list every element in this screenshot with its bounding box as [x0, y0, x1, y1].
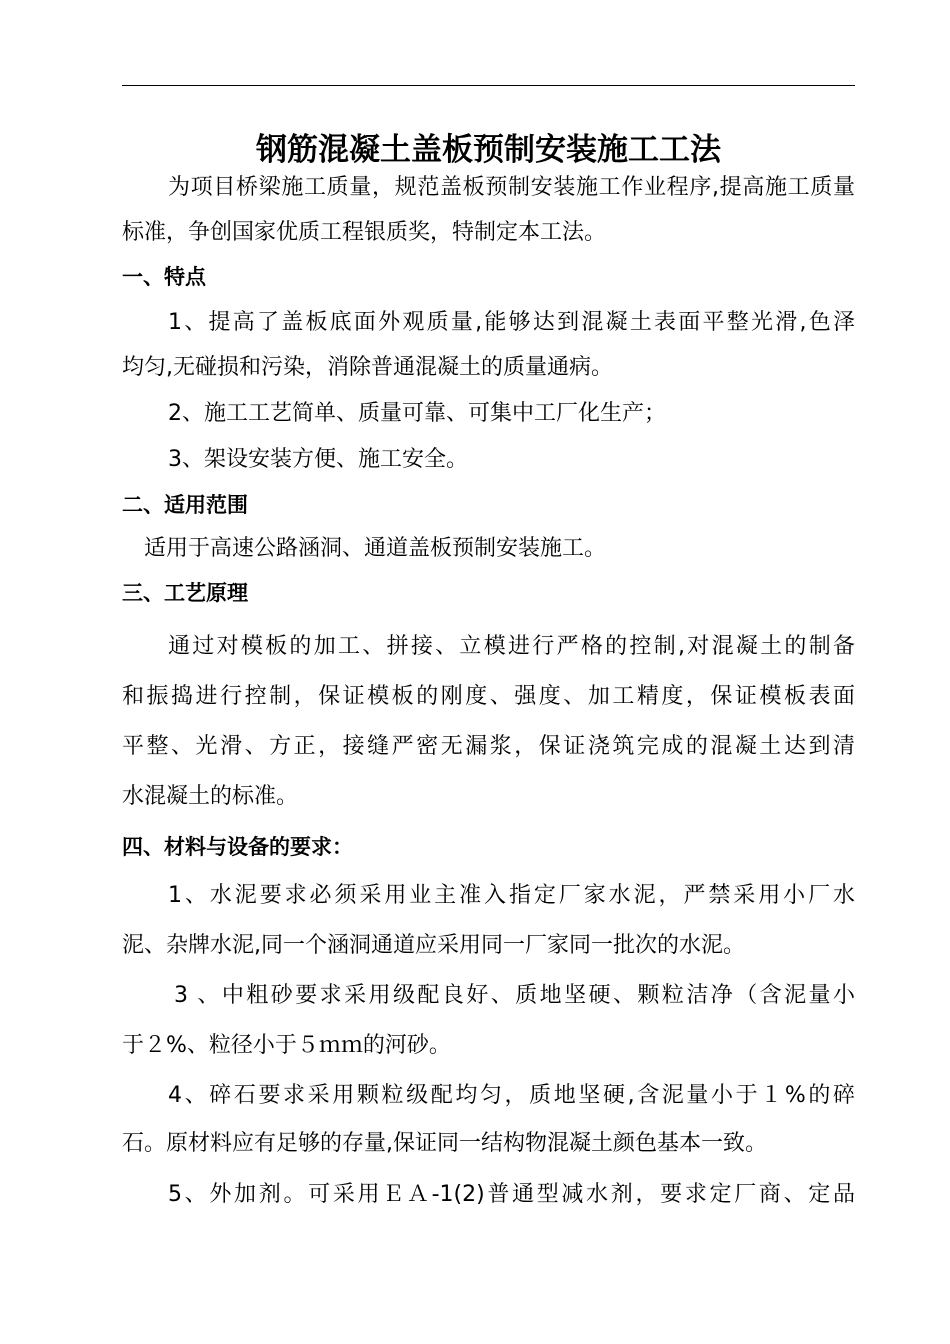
principle-line-1: 通过对模板的加工、拼接、立模进行严格的控制,对混凝土的制备	[168, 634, 855, 659]
header-rule	[122, 85, 855, 86]
materials-line-1: 1、水泥要求必须采用业主准入指定厂家水泥，严禁采用小厂水	[168, 883, 855, 908]
section-heading-materials: 四、材料与设备的要求：	[122, 835, 353, 859]
principle-line-2: 和振捣进行控制，保证模板的刚度、强度、加工精度，保证模板表面	[122, 684, 855, 709]
materials-line-3: 3 、中粗砂要求采用级配良好、质地坚硬、颗粒洁净（含泥量小	[174, 983, 855, 1008]
features-line-1: 1、提高了盖板底面外观质量,能够达到混凝土表面平整光滑,色泽	[168, 310, 855, 335]
features-line-2: 均匀,无碰损和污染，消除普通混凝土的质量通病。	[122, 355, 613, 380]
features-line-3: 2、施工工艺简单、质量可靠、可集中工厂化生产；	[168, 401, 666, 426]
section-heading-principle: 三、工艺原理	[122, 581, 248, 605]
section-heading-features: 一、特点	[122, 265, 206, 289]
scope-line-1: 适用于高速公路涵洞、通道盖板预制安装施工。	[144, 536, 607, 561]
materials-line-4: 于２%、粒径小于５ｍｍ的河砂。	[122, 1033, 451, 1058]
materials-line-6: 石。原材料应有足够的存量,保证同一结构物混凝土颜色基本一致。	[122, 1131, 767, 1156]
materials-line-2: 泥、杂牌水泥,同一个涵洞通道应采用同一厂家同一批次的水泥。	[122, 933, 745, 958]
section-heading-scope: 二、适用范围	[122, 493, 248, 517]
features-line-4: 3、架设安装方便、施工安全。	[168, 447, 468, 472]
document-title: 钢筋混凝土盖板预制安装施工工法	[256, 132, 721, 168]
intro-line-1: 为项目桥梁施工质量，规范盖板预制安装施工作业程序,提高施工质量	[168, 175, 855, 200]
materials-line-7: 5、外加剂。可采用ＥＡ-1(2)普通型减水剂，要求定厂商、定品	[168, 1182, 855, 1207]
principle-line-4: 水混凝土的标准。	[122, 784, 299, 809]
intro-line-2: 标准，争创国家优质工程银质奖，特制定本工法。	[122, 220, 607, 245]
principle-line-3: 平整、光滑、方正，接缝严密无漏浆，保证浇筑完成的混凝土达到清	[122, 734, 855, 759]
materials-line-5: 4、碎石要求采用颗粒级配均匀，质地坚硬,含泥量小于１%的碎	[168, 1083, 855, 1108]
